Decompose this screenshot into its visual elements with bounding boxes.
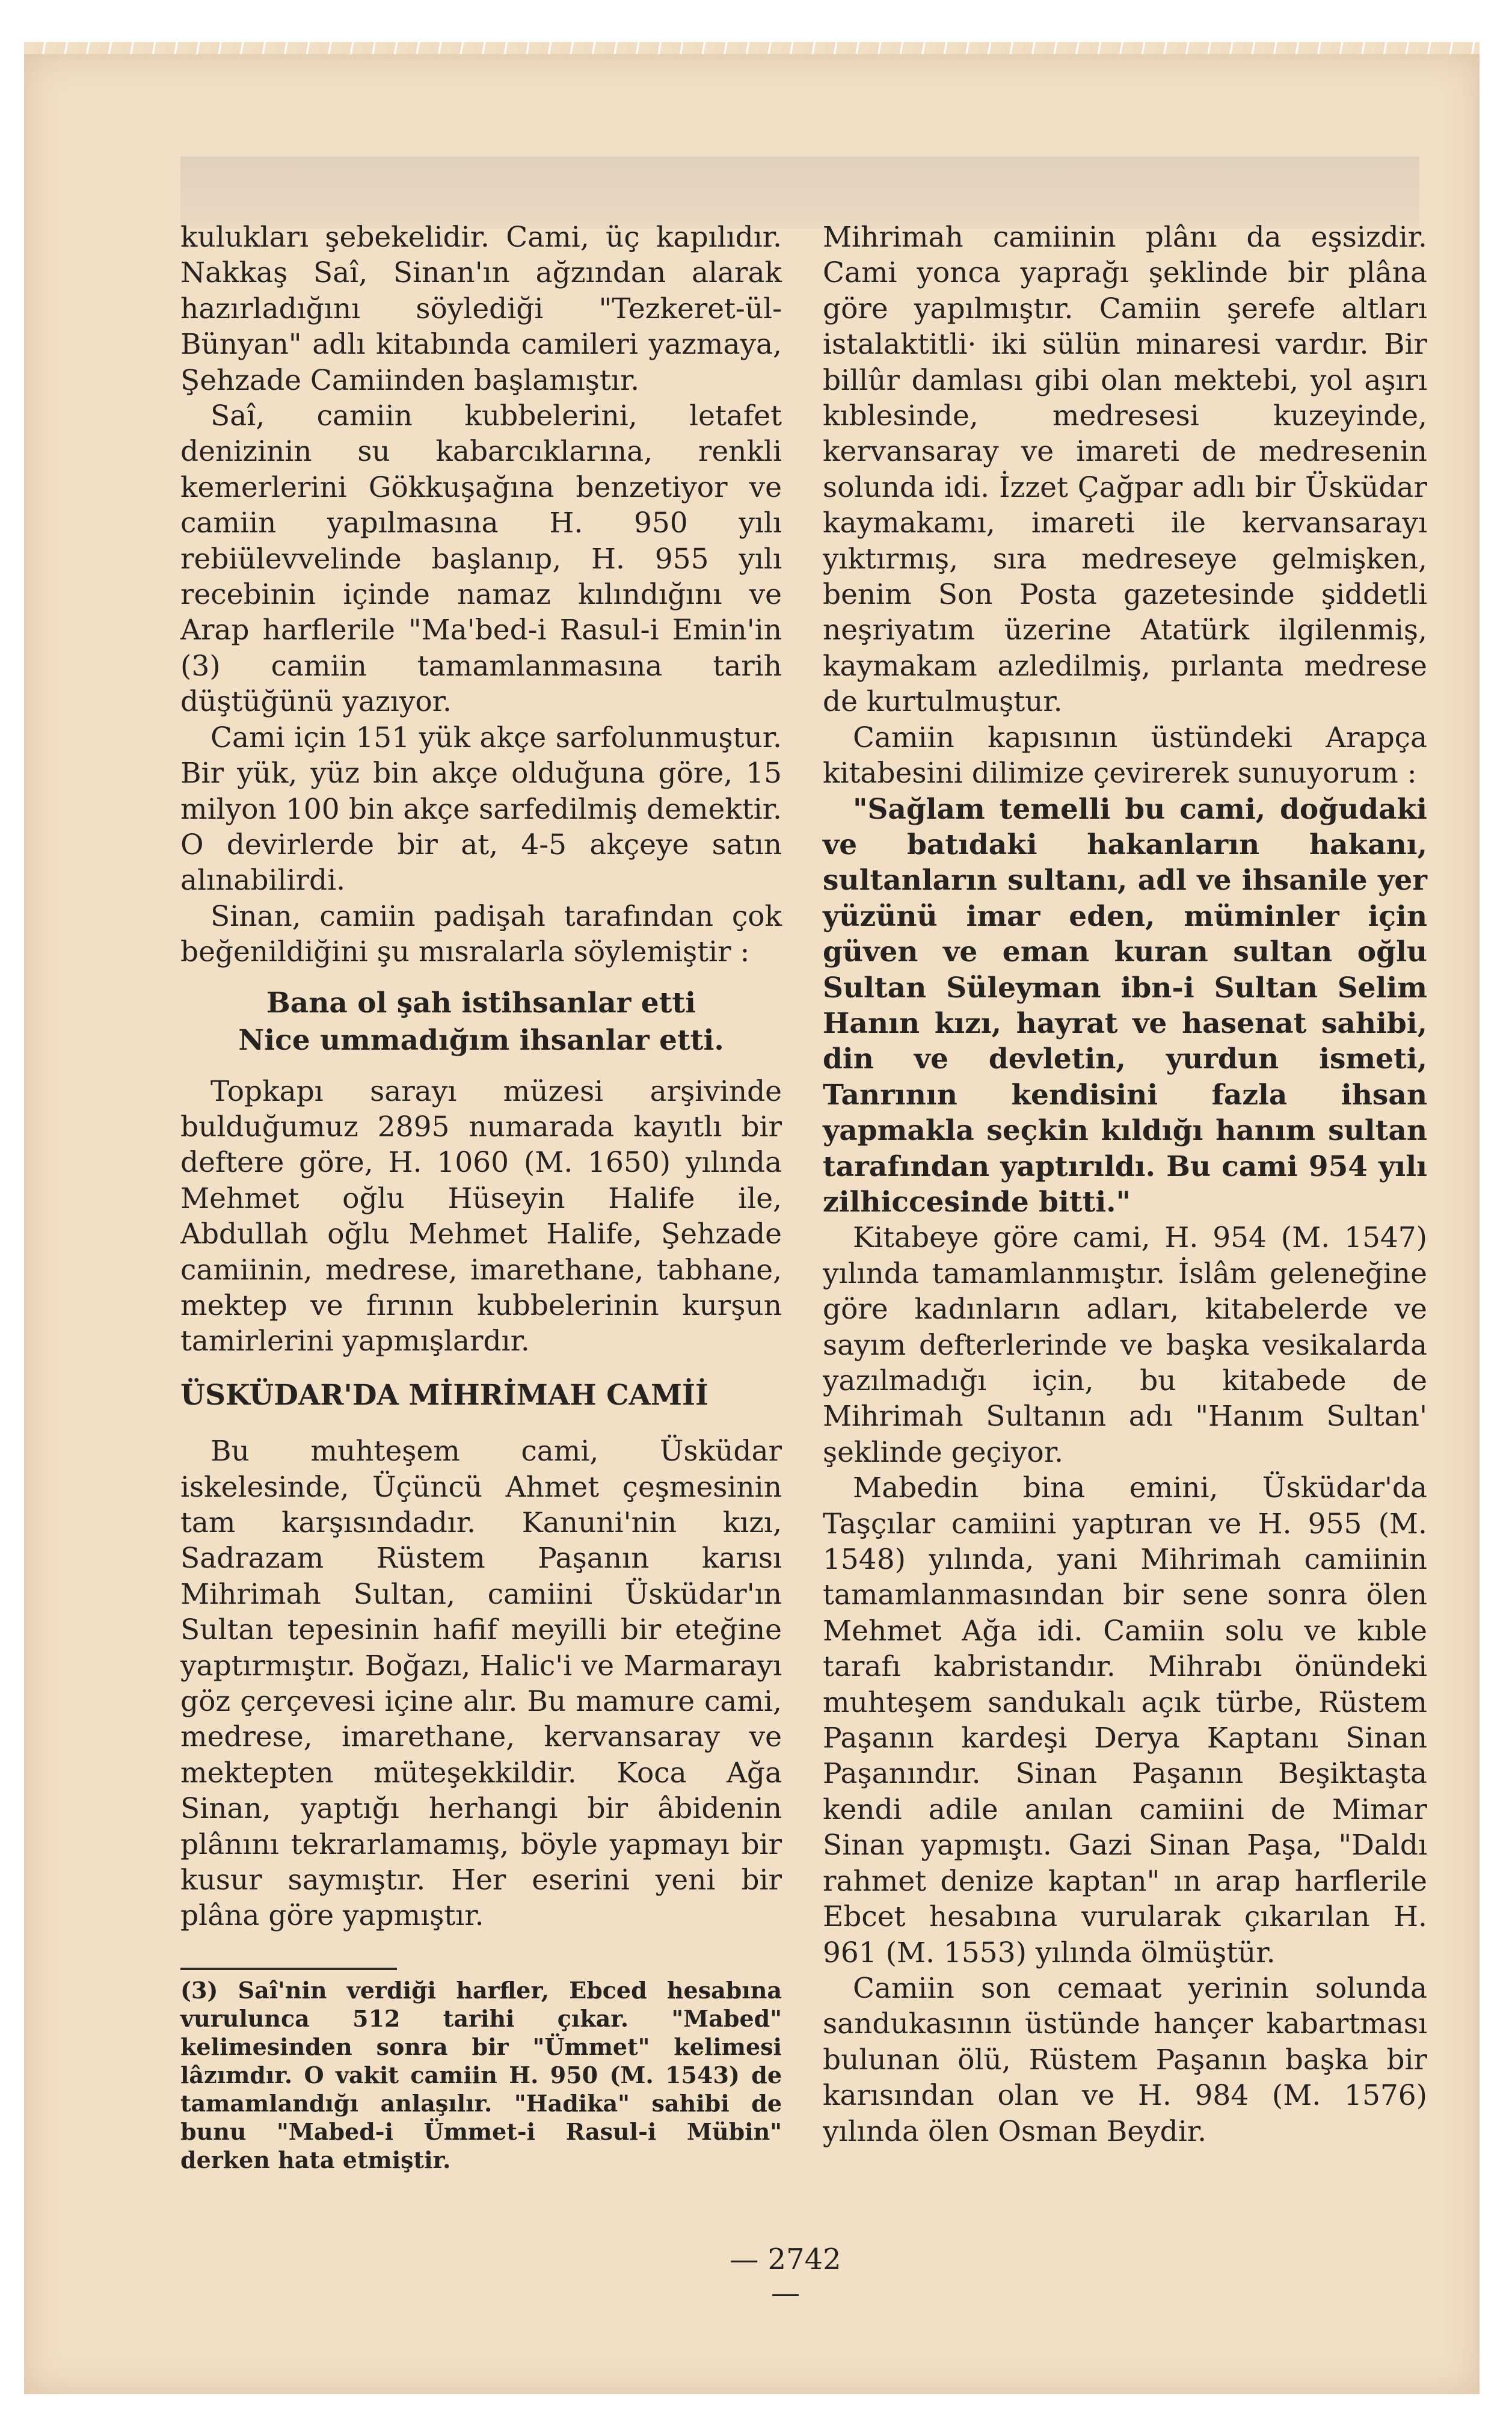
- left-paragraph-3: Cami için 151 yük akçe sarfolunmuştur. Bir yük, yüz bin akçe olduğuna göre, 15 milyon 100 bin akçe sarfedilmiş demektir. O devirlerde bir at, 4-5 akçeye satın alınabilirdi.: [180, 721, 782, 898]
- left-paragraph-5: Topkapı sarayı müzesi arşivinde bulduğumuz 2895 numarada kayıtlı bir deftere göre, H. 1060 (M. 1650) yılında Mehmet oğlu Hüseyin Halife ile, Abdullah oğlu Mehmet Halife, Şehzade camiinin, medrese, imarethane, tabhane, mektep ve fırının kubbelerinin kurşun tamirlerini yapmışlardır.: [180, 1074, 782, 1358]
- left-column: [180, 220, 782, 2174]
- scan-shadow-band: [180, 156, 1419, 229]
- footnote-rule: [180, 1968, 397, 1970]
- right-paragraph-1: Mihrimah camiinin plânı da eşsizdir. Cami yonca yaprağı şeklinde bir plâna göre yapılmıştır. Camiin şerefe altları istalaktitli· iki sülün minaresi vardır. Bir billûr damlası gibi olan mektebi, yol aşırı kıblesinde, medresesi kuzeyinde, kervansaray ve imareti de medresenin solunda idi. İzzet Çağpar adlı bir Üsküdar kaymakamı, imareti ile kervansarayı yıktırmış, sıra medreseye gelmişken, benim Son Posta gazetesinde şiddetli neşriyatım üzerine Atatürk ilgilenmiş, kaymakam azledilmiş, pırlanta medrese de kurtulmuştur.: [823, 221, 1427, 719]
- left-paragraph-6: Bu muhteşem cami, Üsküdar iskelesinde, Üçüncü Ahmet çeşmesinin tam karşısındadır. Kanuni'nin kızı, Sadrazam Rüstem Paşanın karısı Mihrimah Sultan, camiini Üsküdar'ın Sultan tepesinin hafif meyilli bir eteğine yaptırmıştır. Boğazı, Halic'i ve Marmarayı göz çerçevesi içine alır. Bu mamure cami, medrese, imarethane, kervansaray ve mektepten müteşekkildir. Koca Ağa Sinan, yaptığı herhangi bir âbidenin plânını tekrarlamamış, böyle yapmayı bir kusur saymıştır. Her eserini yeni bir plâna göre yapmıştır.: [180, 1435, 782, 1933]
- footnote: (3) Saî'nin verdiği harfler, Ebced hesabına vurulunca 512 tarihi çıkar. "Mabed" kelimesinden sonra bir "Ümmet" kelimesi lâzımdır. O vakit camiin H. 950 (M. 1543) de tamamlandığı anlaşılır. "Hadika" sahibi de bunu "Mabed-i Ümmet-i Rasul-i Mübin" derken hata etmiştir.: [180, 1976, 782, 2173]
- page-number: — 2742 —: [730, 2243, 841, 2310]
- right-paragraph-2: Camiin kapısının üstündeki Arapça kitabesini dilimize çevirerek sunuyorum :: [823, 721, 1427, 790]
- left-paragraph-1: kulukları şebekelidir. Cami, üç kapılıdır. Nakkaş Saî, Sinan'ın ağzından alarak hazırladığını söylediği "Tezkeret-ül-Bünyan" adlı kitabında camileri yazmaya, Şehzade Camiinden başlamıştır.: [180, 221, 782, 397]
- section-heading: ÜSKÜDAR'DA MİHRİMAH CAMİİ: [180, 1378, 708, 1412]
- left-paragraph-4: Sinan, camiin padişah tarafından çok beğenildiğini şu mısralarla söylemiştir :: [180, 899, 782, 969]
- poem-line-1: Bana ol şah istihsanlar etti: [266, 986, 696, 1020]
- left-paragraph-2: Saî, camiin kubbelerini, letafet denizinin su kabarcıklarına, renkli kemerlerini Gökkuşağına benzetiyor ve camiin yapılmasına H. 950 yılı rebiülevvelinde başlanıp, H. 955 yılı recebinin içinde namaz kılındığını ve Arap harflerile "Ma'bed-i Rasul-i Emin'in (3) camiin tamamlanmasına tarih düştüğünü yazıyor.: [180, 399, 782, 719]
- right-paragraph-3: Kitabeye göre cami, H. 954 (M. 1547) yılında tamamlanmıştır. İslâm geleneğine göre kadınların adları, kitabelerde ve sayım defterlerinde ve başka vesikalarda yazılmadığı için, bu kitabede de Mihrimah Sultanın adı "Hanım Sultan' şeklinde geçiyor.: [823, 1221, 1427, 1469]
- poem-line-2: Nice ummadığım ihsanlar etti.: [238, 1023, 724, 1057]
- right-paragraph-5: Camiin son cemaat yerinin solunda sandukasının üstünde hançer kabartması bulunan ölü, Rüstem Paşanın başka bir karısından olan ve H. 984 (M. 1576) yılında ölen Osman Beydir.: [823, 1971, 1427, 2148]
- right-paragraph-4: Mabedin bina emini, Üsküdar'da Taşçılar camiini yaptıran ve H. 955 (M. 1548) yılında, yani Mihrimah camiinin tamamlanmasından bir sene sonra ölen Mehmet Ağa idi. Camiin solu ve kıble tarafı kabristandır. Mihrabı önündeki muhteşem sandukalı açık türbe, Rüstem Paşanın kardeşi Derya Kaptanı Sinan Paşanındır. Sinan Paşanın Beşiktaşta kendi adile anılan camiini de Mimar Sinan yapmıştı. Gazi Sinan Paşa, "Daldı rahmet denize kaptan" ın arap harflerile Ebcet hesabına vurularak çıkarılan H. 961 (M. 1553) yılında ölmüştür.: [823, 1471, 1427, 1969]
- inscription-translation: "Sağlam temelli bu cami, doğudaki ve batıdaki hakanların hakanı, sultanların sultanı, adl ve ihsanile yer yüzünü imar eden, müminler için güven ve eman kuran sultan oğlu Sultan Süleyman ibn-i Sultan Selim Hanın kızı, hayrat ve hasenat sahibi, din ve devletin, yurdun ismeti, Tanrının kendisini fazla ihsan yapmakla seçkin kıldığı hanım sultan tarafından yaptırıldı. Bu cami 954 yılı zilhiccesinde bitti.": [823, 792, 1427, 1219]
- right-column: [823, 220, 1427, 2149]
- poem-quote: [180, 985, 782, 1059]
